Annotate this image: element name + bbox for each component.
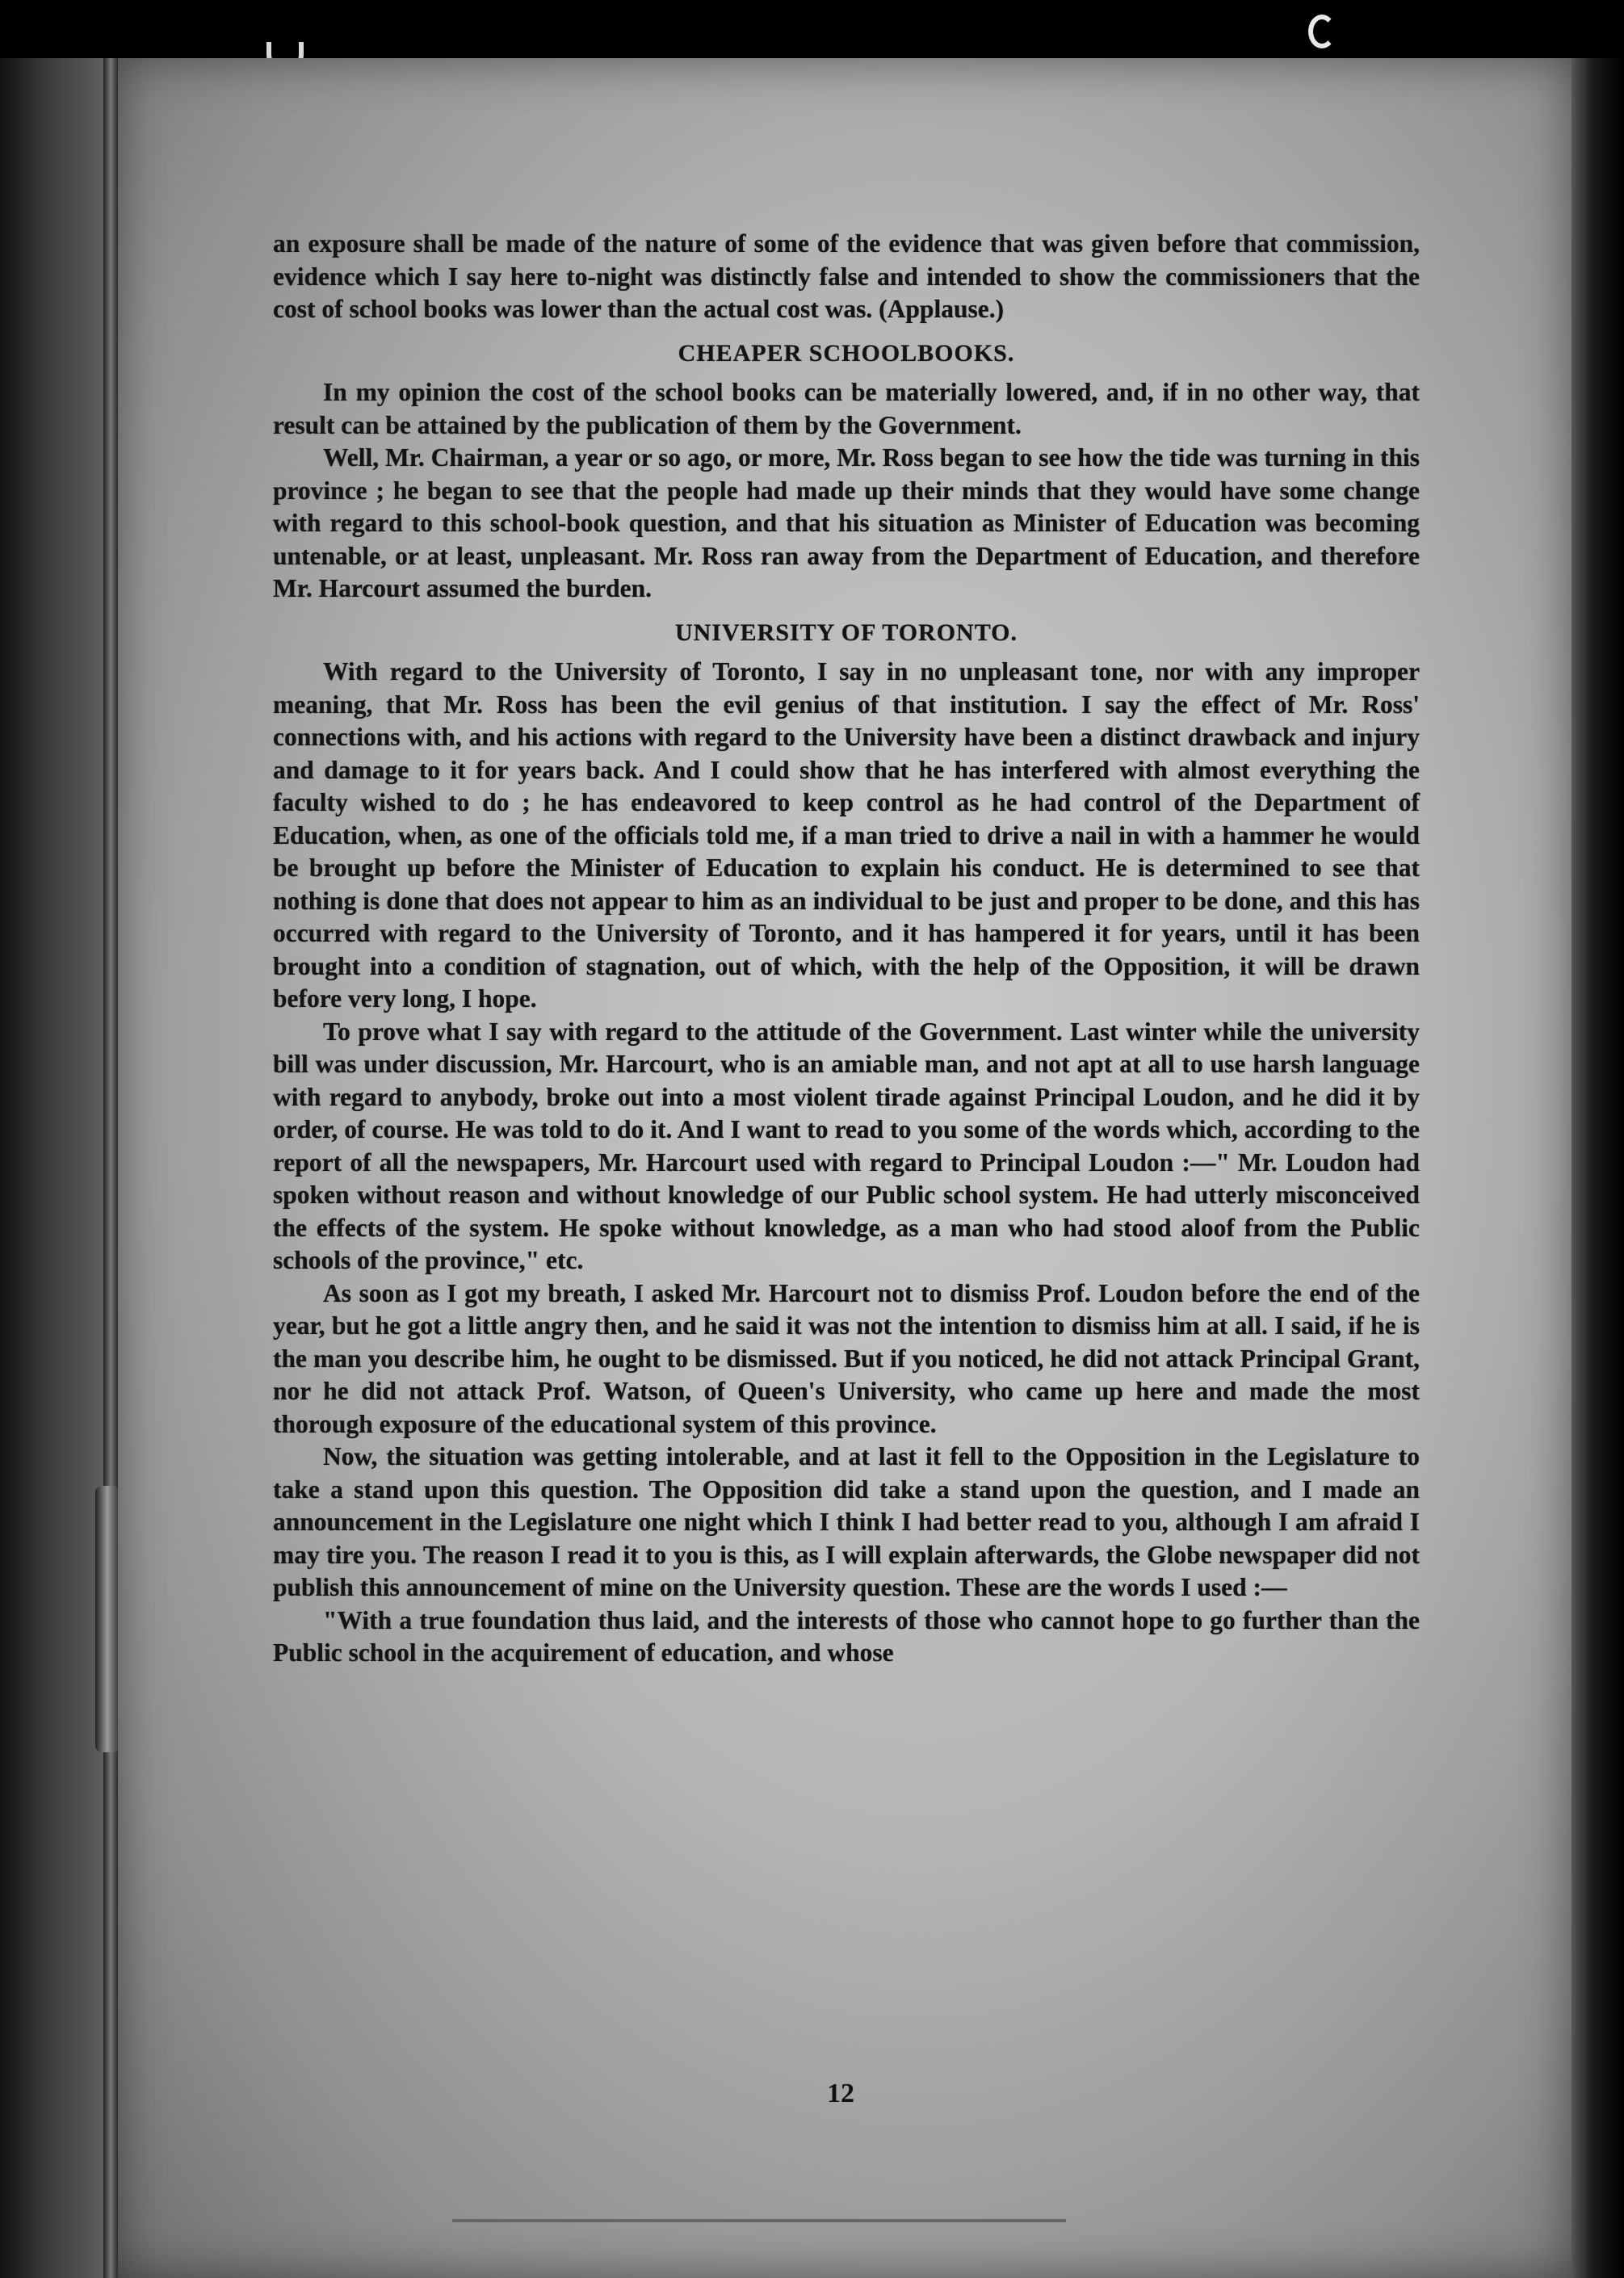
paragraph: Well, Mr. Chairman, a year or so ago, or more, Mr. Ross began to see how the tide was turning in this province ; he began to see that the people had made up their minds that they would have some change with regard to this school-book question, and that his situation as Minister of Education was becoming untenable, or at least, unpleasant. Mr. Ross ran away from the Department of Education, and therefore Mr. Harcourt assumed the burden. [273, 443, 1420, 602]
paragraph: To prove what I say with regard to the attitude of the Government. Last winter while the university bill was under discussion, Mr. Harcourt, who is an amiable man, and not apt at all to use harsh language with regard to anybody, broke out into a most violent tirade against Principal Loudon, and he did it by order, of course. He was told to do it. And I want to read to you some of the words which, according to the report of all the newspapers, Mr. Harcourt used with regard to Principal Loudon :—" Mr. Loudon had spoken without reason and without knowledge of our Public school system. He had utterly misconceived the effects of the system. He spoke without knowledge, as a man who had stood aloof from the Public schools of the province," etc. [273, 1017, 1420, 1274]
page-gutter [103, 58, 118, 2278]
paragraph: Now, the situation was getting intolerable, and at last it fell to the Opposition in the Legislature to take a stand upon this question. The Opposition did take a stand upon the question, and I made an announcement in the Legislature one night which I think I had better read to you, although I am afraid I may tire you. The reason I read it to you is this, as I will explain afterwards, the Globe newspaper did not publish this announcement of mine on the University question. These are the words I used :— [273, 1442, 1420, 1601]
binding-staple [95, 1486, 120, 1752]
scan-mark-right [1308, 15, 1336, 48]
body-text [273, 228, 1420, 1670]
paragraph: As soon as I got my breath, I asked Mr. Harcourt not to dismiss Prof. Loudon before the end of the year, but he got a little angry then, and he said it was not the intention to dismiss him at all. I said, if he is the man you describe him, he ought to be dismissed. But if you noticed, he did not attack Principal Grant, nor he did not attack Prof. Watson, of Queen's University, who came up here and made the most thorough exposure of the educational system of this province. [273, 1278, 1420, 1438]
section-heading-university-of-toronto: UNIVERSITY OF TORONTO. [674, 619, 1018, 646]
paragraph: an exposure shall be made of the nature of some of the evidence that was given before that commission, evidence which I say here to-night was distinctly false and intended to show the commissioners that the cost of school books was lower than the actual cost was. (Applause.) [273, 229, 1420, 323]
paragraph: "With a true foundation thus laid, and the interests of those who cannot hope to go further than the Public school in the acquirement of education, and whose [273, 1605, 1420, 1667]
facing-page-edge [0, 58, 113, 2278]
section-heading-cheaper-schoolbooks: CHEAPER SCHOOLBOOKS. [678, 339, 1015, 367]
scan-top-border [0, 0, 1624, 58]
page-number: 12 [827, 2079, 854, 2108]
bottom-rule [452, 2219, 1066, 2222]
page-right-edge [1572, 58, 1624, 2278]
paragraph: In my opinion the cost of the school books can be materially lowered, and, if in no other way, that result can be attained by the publication of them by the Government. [273, 378, 1420, 439]
paragraph: With regard to the University of Toronto, I say in no unpleasant tone, nor with any improper meaning, that Mr. Ross has been the evil genius of that institution. I say the effect of Mr. Ross' connections with, and his actions with regard to the University have been a distinct drawback and injury and damage to it for years back. And I could show that he has interfered with almost everything the faculty wished to do ; he has endeavored to keep control as he had control of the Department of Education, when, as one of the officials told me, if a man tried to drive a nail in with a hammer he would be brought up before the Minister of Education to explain his conduct. He is determined to see that nothing is done that does not appear to him as an individual to be just and proper to be done, and this has occurred with regard to the University of Toronto, and it has hampered it for years, until it has been brought into a condition of stagnation, out of which, with the help of the Opposition, it will be drawn before very long, I hope. [273, 657, 1420, 1013]
